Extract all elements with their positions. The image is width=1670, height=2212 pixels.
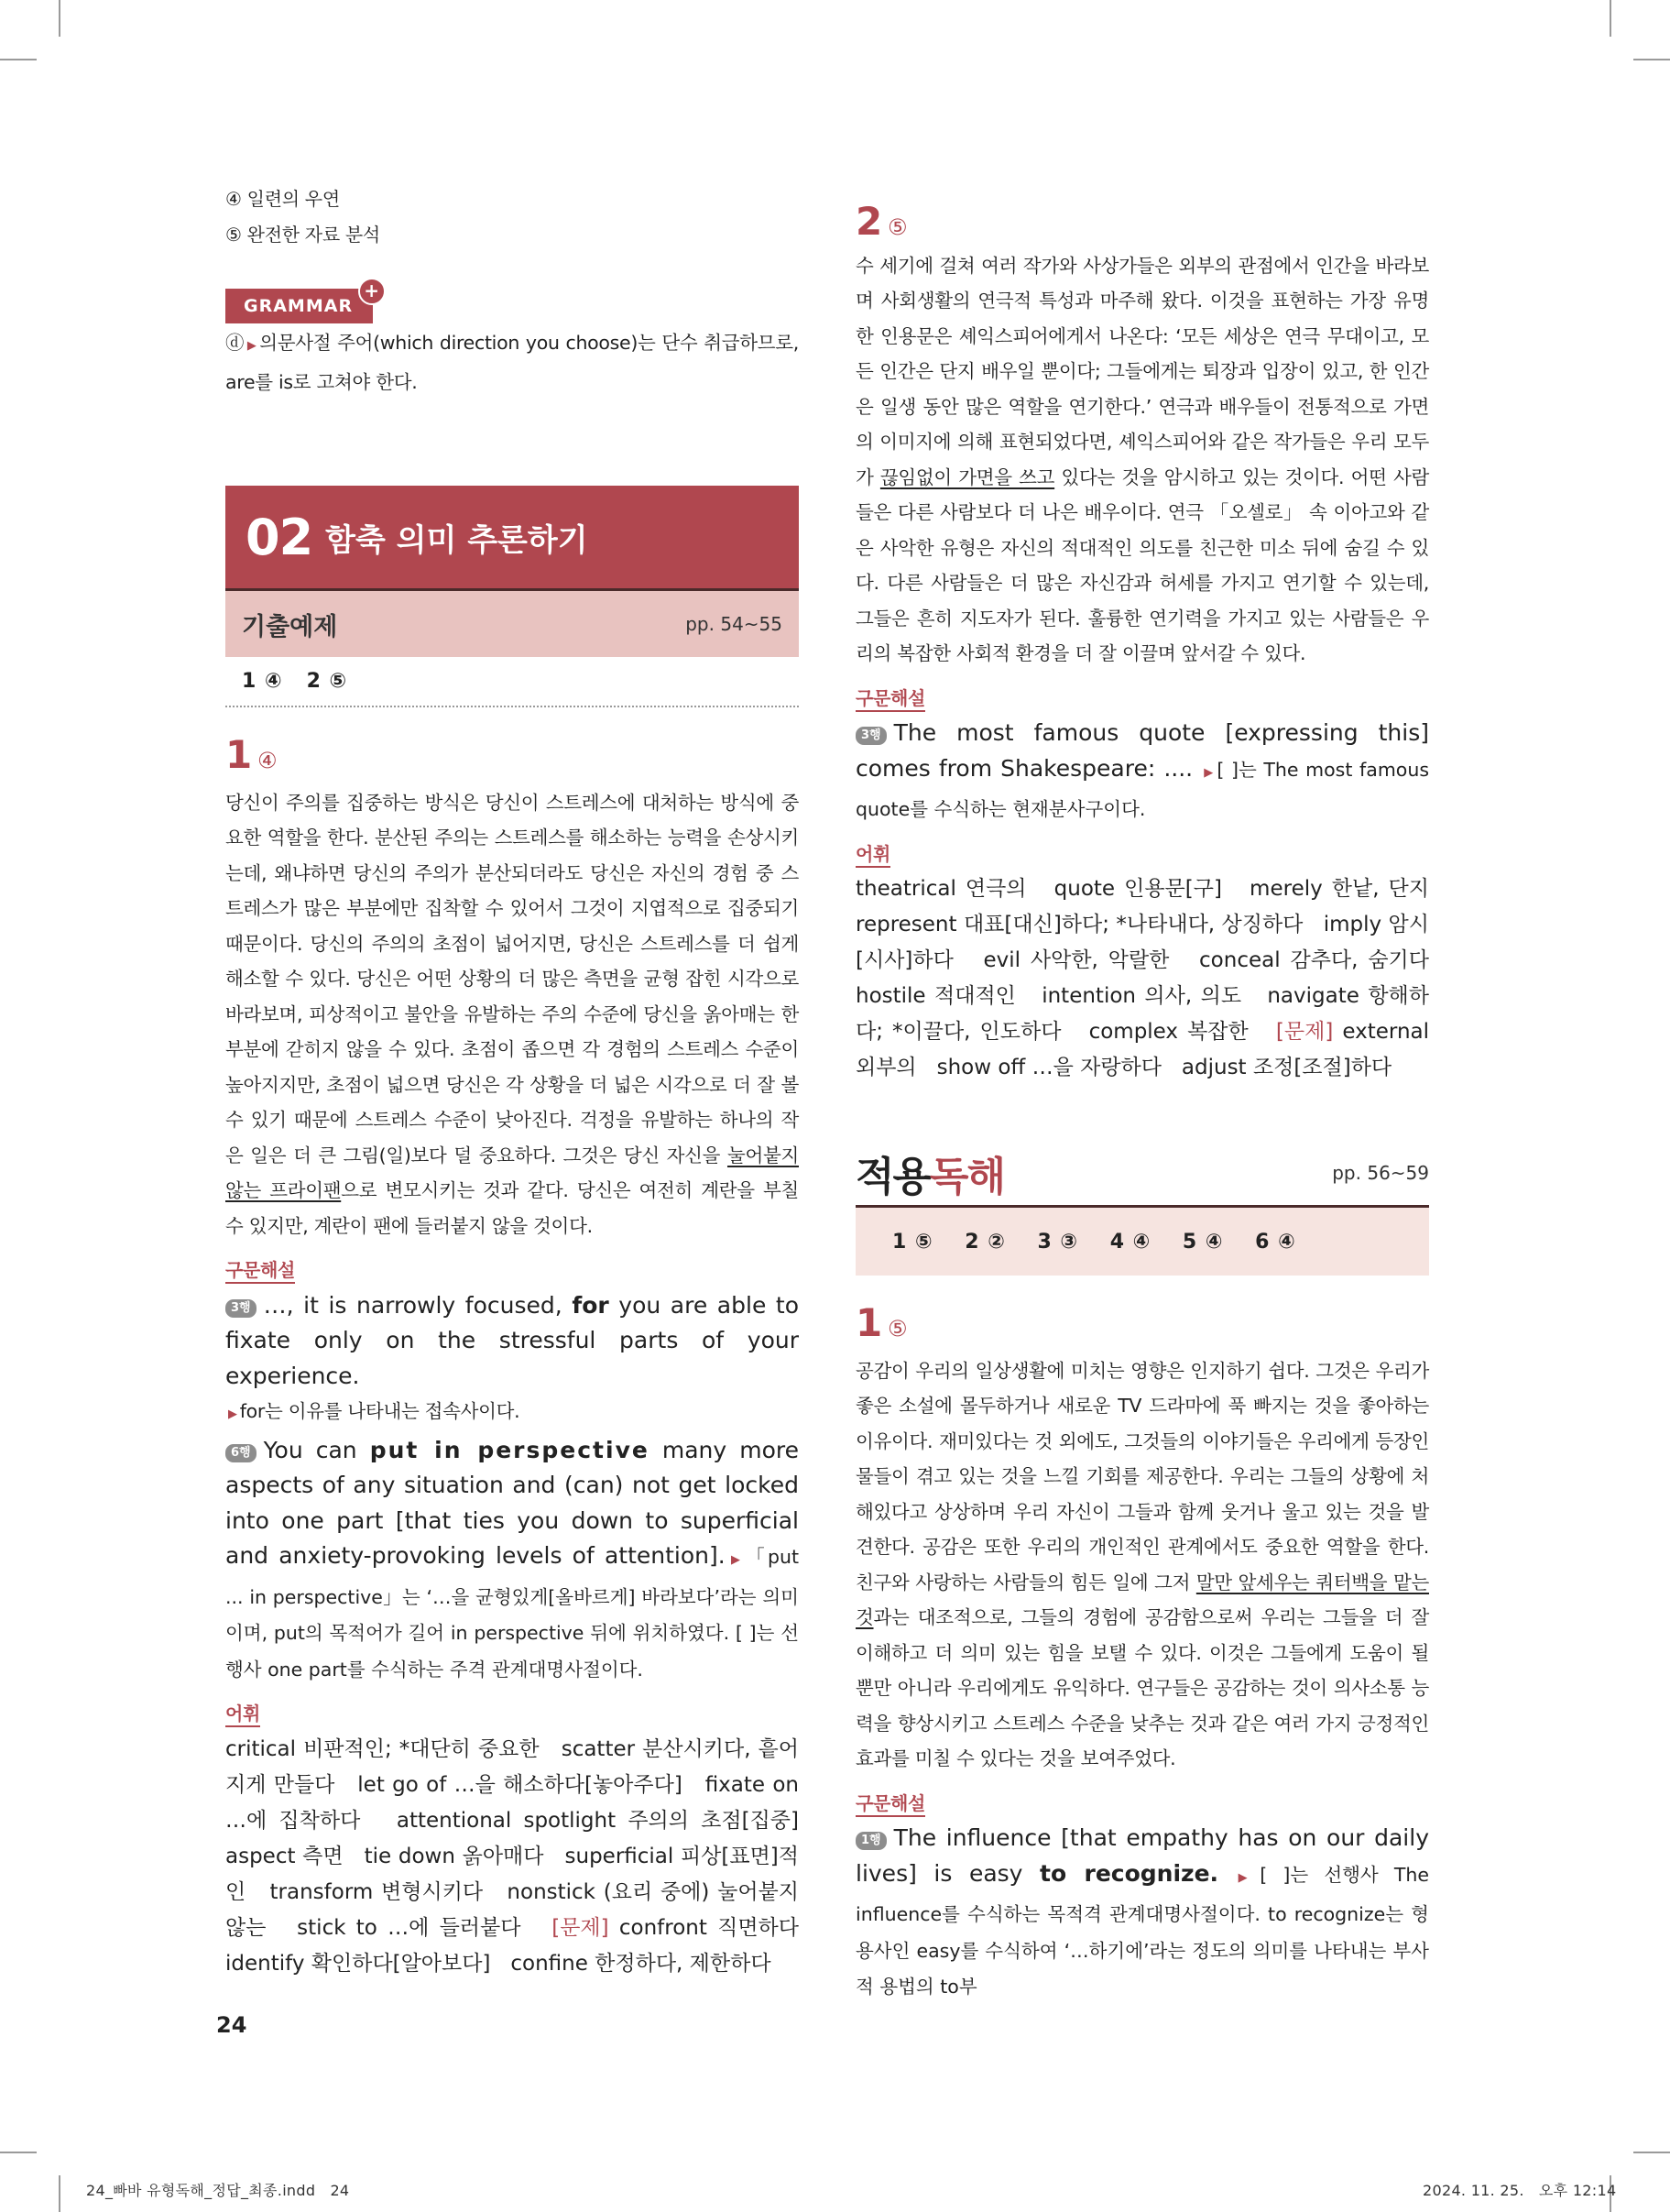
translation-part: 으로 변모시키는 것과 같다. 당신은 여전히 계란을 부칠 수 있지만, 계란이 팬에 들러붙지 않을 것이다.	[225, 1179, 800, 1237]
vocab-label: 어휘	[856, 842, 890, 868]
sentence-part: The influence [that empathy has on our daily lives] is easy	[856, 1824, 1429, 1887]
dotted-divider	[225, 706, 799, 707]
syntax-sentence	[225, 1288, 799, 1395]
question-answer: ⑤	[887, 1316, 908, 1341]
vocab-list	[856, 871, 1449, 1086]
bold-phrase: put in perspective	[369, 1436, 649, 1463]
question-heading	[856, 1301, 1429, 1348]
apply-title-part: 적용	[856, 1154, 931, 1200]
unit-header	[225, 486, 799, 707]
crop-mark	[1610, 0, 1611, 37]
unit-title: 함축 의미 추론하기	[325, 521, 588, 559]
sentence-part: many more aspects of any situation and (can) not get locked into one part [that ties you down to superficial and anxiety-provoking levels of attention].	[225, 1436, 799, 1569]
answer-key: 1 ⑤ 2 ② 3 ③ 4 ④ 5 ④ 6 ④	[856, 1208, 1429, 1276]
syntax-sentence	[856, 1821, 1429, 2005]
syntax-sentence	[225, 1433, 799, 1688]
vocab-part: theatrical 연극의 quote 인용문[구] merely 한낱, 단지 represent 대표[대신]하다; *나타내다, 상징하다 imply 암시[시사]하다 evil 사악한, 악랄한 conceal 감추다, 숨기다 hostile 적대적인 intention 의사, 의도 navigate 항해하다; *이끌다, 인도하다 complex 복잡한	[856, 877, 1449, 1044]
apply-section-header	[856, 1141, 1429, 1276]
underlined-phrase: 끊임없이 가면을 쓰고	[879, 465, 1055, 488]
translation-text	[856, 248, 1429, 672]
problem-tag: [문제]	[1275, 1020, 1334, 1044]
footer-timestamp: 2024. 11. 25. 오후 12:14	[1423, 2182, 1617, 2199]
grammar-label: GRAMMAR	[244, 296, 354, 316]
translation-part: 공감이 우리의 일상생활에 미치는 영향은 인지하기 쉽다. 그것은 우리가 좋은 소설에 몰두하거나 새로운 TV 드라마에 푹 빠지는 것을 좋아하는 이유이다. 재미있다는 것 외에도, 그것들의 이야기들은 우리에게 등장인물들이 겪고 있는 것을 느낄 기회를 제공한다. 우리는 그들의 상황에 처해있다고 상상하며 우리 자신이 그들과 함께 웃거나 울고 있는 것을 발견한다. 공감은 또한 우리의 개인적인 관계에서도 중요한 역할을 한다. 친구와 사랑하는 사람들의 힘든 일에 그저	[856, 1359, 1429, 1593]
note-text: 「put ... in perspective」는 ‘…을 균형있게[올바르게] 바라보다’라는 의미이며, put의 목적어가 길어 in perspective 뒤에 위치하였다. [ ]는 선행사 one part를 수식하는 주격 관계대명사절이다.	[225, 1546, 800, 1681]
triangle-icon: ▶	[1204, 765, 1215, 780]
sentence-part: The most famous quote [expressing this] comes from Shakespeare: ....	[856, 719, 1429, 782]
unit-number: 02	[246, 508, 313, 566]
syntax-note	[225, 1394, 799, 1433]
syntax-label: 구문해설	[856, 1791, 925, 1817]
page-range: pp. 54~55	[685, 613, 782, 635]
sentence-part: …, it is narrowly focused,	[263, 1291, 573, 1319]
crop-mark	[1633, 2152, 1670, 2153]
note-text: for는 이유를 나타내는 접속사이다.	[239, 1400, 520, 1422]
apply-title-row	[856, 1141, 1429, 1205]
triangle-icon: ▶	[1238, 1870, 1258, 1885]
sentence-part: you are able to fixate only on the stressful parts of your experience.	[225, 1291, 800, 1389]
crop-mark	[0, 59, 37, 60]
underlined-phrase: 눌어붙지 않는 프라이팬	[225, 1144, 799, 1201]
line-badge: 6행	[225, 1444, 257, 1462]
translation-text	[225, 785, 799, 1244]
unit-title-bar	[225, 486, 799, 588]
left-top-section	[225, 181, 799, 400]
option-item: ④ 일련의 우연	[225, 188, 340, 210]
triangle-icon: ▶	[727, 1553, 744, 1567]
crop-mark	[1633, 59, 1670, 60]
vocab-label: 어휘	[225, 1702, 260, 1727]
syntax-label: 구문해설	[856, 686, 925, 712]
line-badge: 1행	[856, 1832, 887, 1850]
sub-title: 기출예제	[242, 612, 338, 641]
translation-part: 수 세기에 걸쳐 여러 작가와 사상가들은 외부의 관점에서 인간을 바라보며 사회생활의 연극적 특성과 마주해 왔다. 이것을 표현하는 가장 유명한 인용문은 셰익스피어에게서 나온다: ‘모든 세상은 연극 무대이고, 모든 인간은 단지 배우일 뿐이다; 그들에게는 퇴장과 입장이 있고, 한 인간은 일생 동안 많은 역할을 연기한다.’ 연극과 배우들이 전통적으로 가면의 이미지에 의해 표현되었다면, 셰익스피어와 같은 작가들은 우리 모두가	[856, 254, 1429, 488]
translation-part: 있다는 것을 암시하고 있는 것이다. 어떤 사람들은 다른 사람보다 더 나은 배우이다. 연극 「오셀로」 속 이아고와 같은 사악한 유형은 자신의 적대적인 의도를 친근한 미소 뒤에 숨길 수 있다. 다른 사람들은 더 많은 자신감과 허세를 가지고 연기할 수 있는데, 그들은 흔히 지도자가 된다. 훌륭한 연기력을 가지고 있는 사람들은 우리의 복잡한 사회적 환경을 더 잘 이끌며 앞서갈 수 있다.	[856, 465, 1429, 664]
translation-part: 당신이 주의를 집중하는 방식은 당신이 스트레스에 대처하는 방식에 중요한 역할을 한다. 분산된 주의는 스트레스를 해소하는 능력을 손상시키는데, 왜냐하면 당신의 주의가 분산되더라도 당신은 자신의 경험 중 스트레스가 많은 부분에만 집착할 수 있어서 그것이 지엽적으로 집중되기 때문이다. 당신의 주의의 초점이 넓어지면, 당신은 스트레스를 더 쉽게 해소할 수 있다. 당신은 어떤 상황의 더 많은 측면을 균형 잡힌 시각으로 바라보며, 피상적이고 불안을 유발하는 주의 수준에 당신을 옭아매는 한 부분에 갇히지 않을 수 있다. 초점이 좁으면 각 경험의 스트레스 수준이 높아지지만, 초점이 넓으면 당신은 각 상황을 더 넓은 시각으로 더 잘 볼 수 있기 때문에 스트레스 수준이 낮아진다. 걱정을 유발하는 하나의 작은 일은 더 큰 그림(일)보다 덜 중요하다. 그것은 당신 자신을	[225, 791, 799, 1166]
apply-title-part: 독해	[930, 1154, 1005, 1200]
page-number: 24	[216, 2012, 247, 2038]
footer-filename: 24_빠바 유형독해_정답_최종.indd 24	[86, 2182, 350, 2199]
grammar-badge	[225, 279, 380, 323]
translation-part: 과는 대조적으로, 그들의 경험에 공감함으로써 우리는 그들을 더 잘 이해하고 더 의미 있는 힘을 보탤 수 있다. 이것은 그들에게 도움이 될 뿐만 아니라 우리에게도 유익하다. 연구들은 공감하는 것이 의사소통 능력을 향상시키고 스트레스 수준을 낮추는 것과 같은 여러 가지 긍정적인 효과를 미칠 수 있다는 것을 보여주었다.	[856, 1606, 1429, 1769]
question-number: 2	[856, 199, 882, 244]
question-heading	[225, 733, 799, 780]
bold-phrase: for	[572, 1291, 609, 1319]
right-question-2	[856, 199, 1449, 1086]
vocab-part: confront 직면하다 identify 확인하다[알아보다] confine 한정하다, 제한하다	[225, 1915, 819, 1976]
question-number: 1	[856, 1300, 882, 1345]
question-answer: ⑤	[887, 214, 908, 240]
vocab-part: external 외부의 show off …을 자랑하다 adjust 조정[조절]하다	[856, 1020, 1436, 1079]
sentence-part: You can	[263, 1436, 370, 1463]
vocab-part: critical 비판적인; *대단히 중요한 scatter 분산시키다, 흩어지게 만들다 let go of …을 해소하다[놓아주다] fixate on …에 집착하다 attentional spotlight 주의의 초점[집중] aspect 측면 tie down 옭아매다 superficial 피상[표면]적인 transform 변형시키다 nonstick (요리 중에) 눌어붙지 않는 stick to …에 들러붙다	[225, 1736, 819, 1940]
line-badge: 3행	[225, 1299, 257, 1318]
grammar-text: 의문사절 주어(which direction you choose)는 단수 취급하므로, are를 is로 고쳐야 한다.	[225, 332, 800, 393]
triangle-icon: ▶	[228, 1407, 237, 1421]
unit-subheader	[225, 591, 799, 657]
question-answer: ④	[257, 748, 278, 773]
apply-title	[856, 1144, 1004, 1202]
bold-phrase: to recognize.	[1040, 1859, 1219, 1887]
crop-mark	[59, 0, 60, 37]
right-question-1	[856, 1301, 1429, 2005]
left-question-1	[225, 732, 819, 1982]
triangle-icon: ▶	[246, 339, 257, 353]
grammar-note	[225, 325, 799, 400]
syntax-sentence	[856, 716, 1429, 827]
answer-key: 1 ④ 2 ⑤	[242, 670, 348, 693]
underlined-phrase: 말만 앞세우는 쿼터백을 맡는 것	[856, 1571, 1429, 1628]
problem-tag: [문제]	[551, 1915, 609, 1940]
line-badge: 3행	[856, 727, 887, 745]
crop-mark	[59, 2175, 60, 2212]
plus-icon: +	[358, 278, 386, 305]
page-range: pp. 56~59	[1332, 1162, 1429, 1184]
note-text: [ ]는 선행사 The influence를 수식하는 목적격 관계대명사절이다. to recognize는 형용사인 easy를 수식하여 ‘…하기에’라는 정도의 의미를 나타내는 부사적 용법의 to부	[856, 1863, 1429, 1998]
question-number: 1	[225, 732, 252, 777]
syntax-label: 구문해설	[225, 1258, 295, 1284]
vocab-list	[225, 1732, 819, 1982]
question-heading	[856, 200, 1429, 246]
crop-mark	[0, 2152, 37, 2153]
grammar-marker: ⓓ	[225, 332, 245, 354]
option-item: ⑤ 완전한 자료 분석	[225, 224, 380, 246]
translation-text	[856, 1353, 1429, 1777]
note-text: [ ]는 The most famous quote를 수식하는 현재분사구이다.	[856, 758, 1429, 820]
